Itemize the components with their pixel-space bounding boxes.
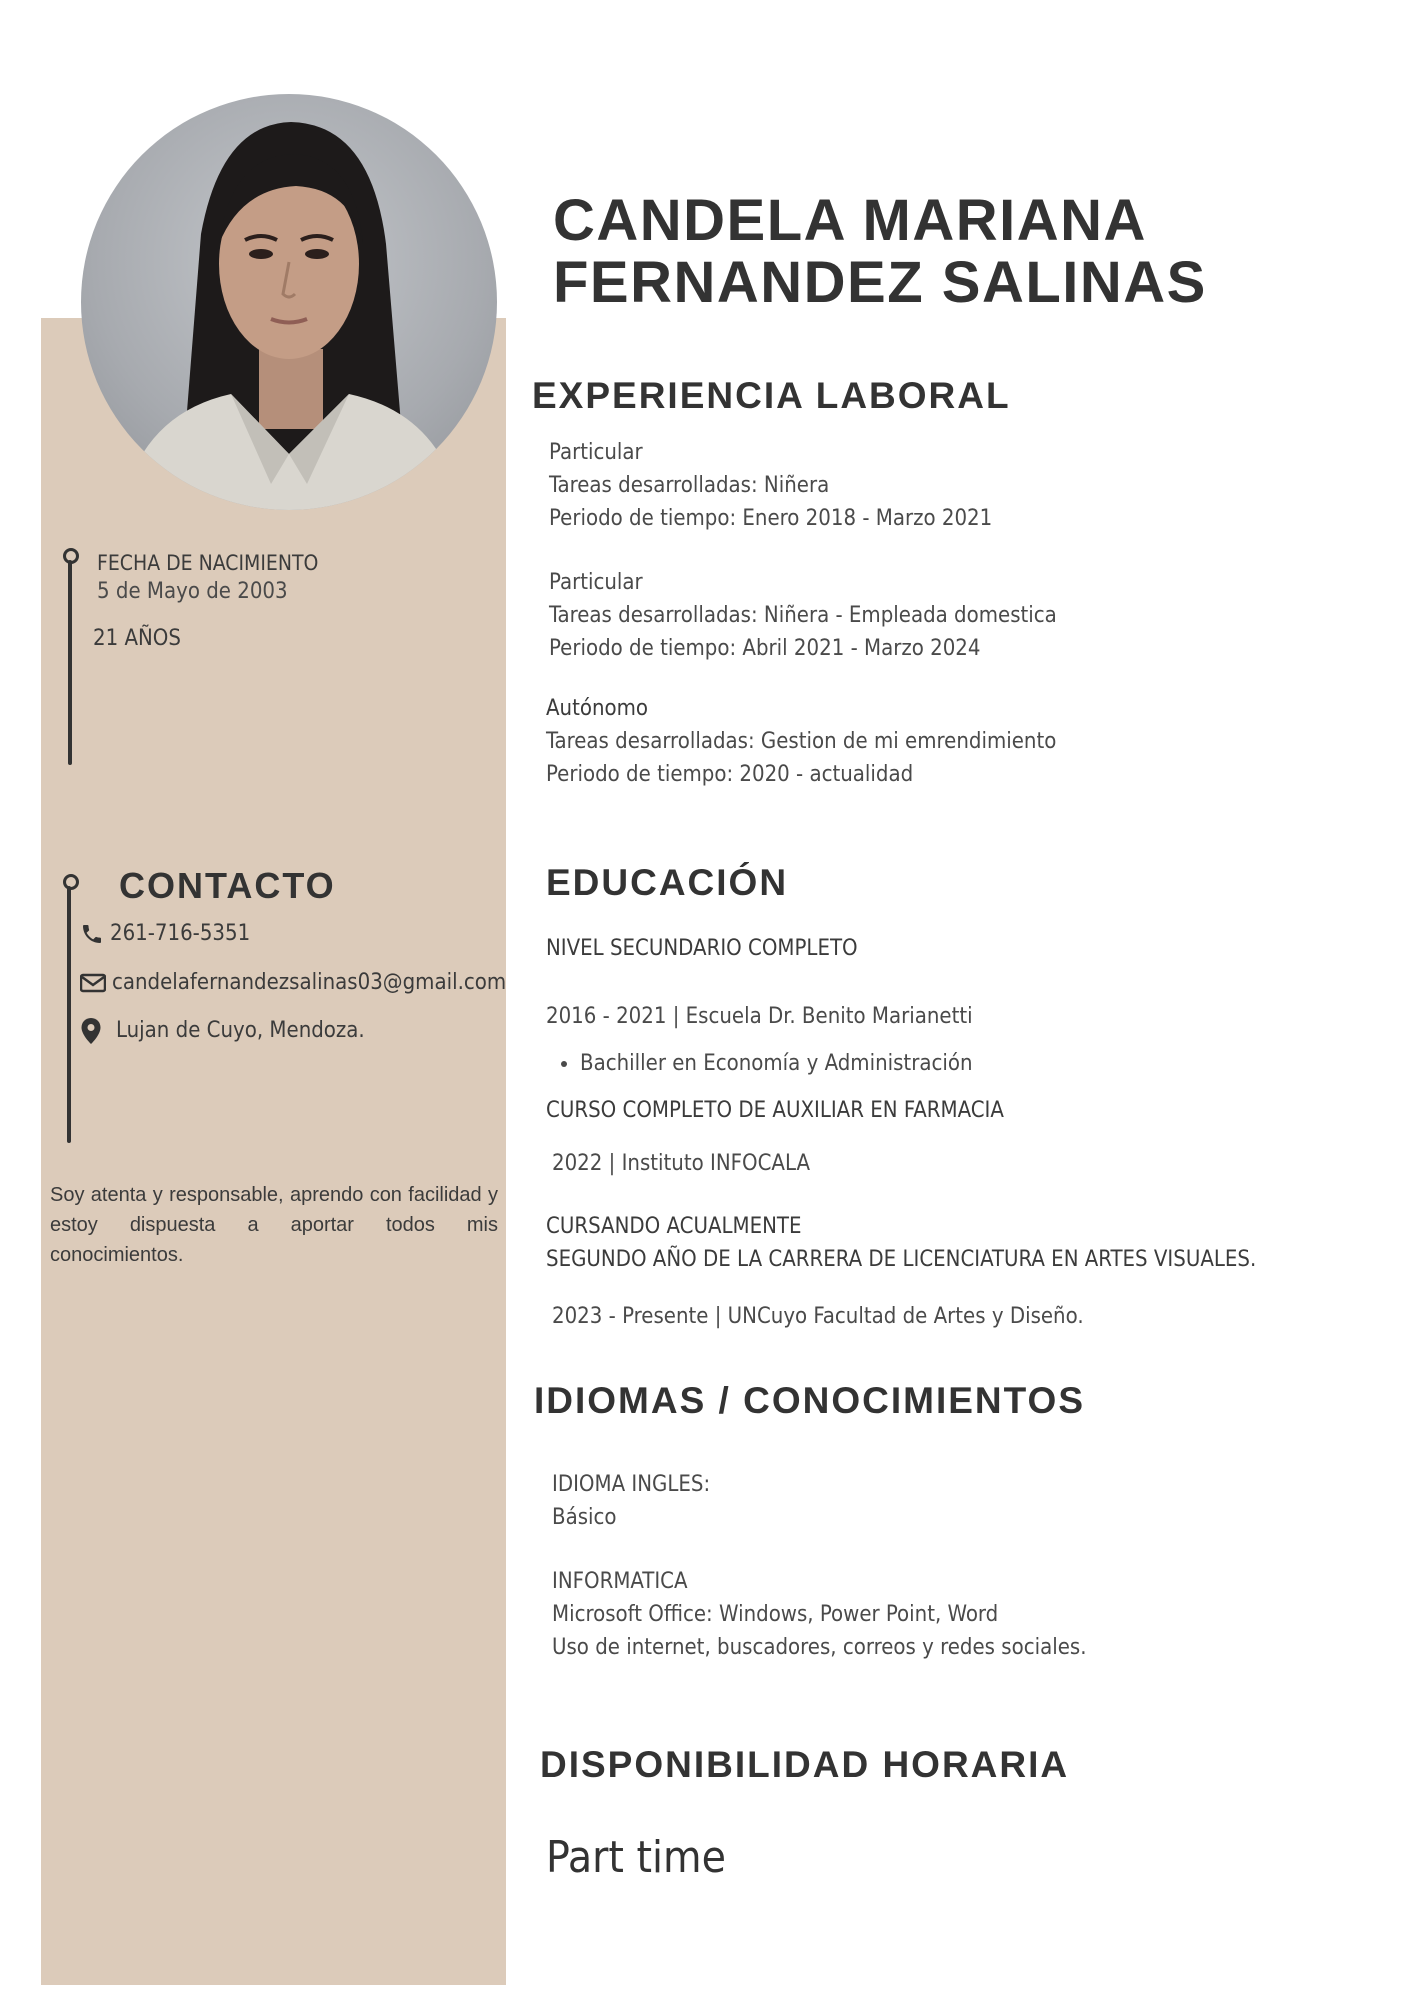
phone-icon [80, 922, 104, 946]
email-address: candelafernandezsalinas03@gmail.com [112, 970, 507, 995]
location-row [80, 1014, 365, 1047]
timeline-line [67, 886, 71, 1143]
job-entry [546, 692, 1056, 791]
availability-heading: DISPONIBILIDAD HORARIA [540, 1744, 1070, 1785]
contact-heading: CONTACTO [119, 865, 336, 906]
current-detail: 2023 - Presente | UNCuyo Facultad de Artes y Diseño. [552, 1304, 1084, 1329]
birth-date: 5 de Mayo de 2003 [97, 579, 288, 604]
location-text: Lujan de Cuyo, Mendoza. [116, 1018, 365, 1043]
language-level: Básico [552, 1505, 617, 1530]
job-employer: Autónomo [546, 696, 648, 721]
job-tasks: Tareas desarrolladas: Gestion de mi emrendimiento [546, 729, 1057, 754]
language-block [552, 1468, 710, 1534]
current-title-line1: CURSANDO ACUALMENTE [546, 1214, 802, 1239]
age-text: 21 AÑOS [93, 626, 181, 651]
job-entry [549, 566, 1057, 665]
education-heading: EDUCACIÓN [546, 862, 789, 903]
envelope-icon [80, 972, 106, 994]
availability-value: Part time [546, 1832, 726, 1883]
skills-heading: IDIOMAS / CONOCIMIENTOS [534, 1380, 1086, 1421]
candidate-name: CANDELA MARIANA FERNANDEZ SALINAS [553, 188, 1207, 315]
job-entry [549, 436, 992, 535]
it-block [552, 1565, 1086, 1664]
secondary-bullets [548, 1047, 973, 1080]
job-period: Periodo de tiempo: Enero 2018 - Marzo 2021 [549, 506, 993, 531]
current-title-line2: SEGUNDO AÑO DE LA CARRERA DE LICENCIATURA EN ARTES VISUALES. [546, 1247, 1257, 1272]
email-row[interactable] [80, 966, 506, 999]
it-line2: Uso de internet, buscadores, correos y redes sociales. [552, 1635, 1087, 1660]
secondary-title: NIVEL SECUNDARIO COMPLETO [546, 936, 858, 961]
birth-label: FECHA DE NACIMIENTO [97, 551, 319, 575]
portrait-illustration [81, 94, 497, 510]
timeline-line [68, 560, 72, 765]
course-title: CURSO COMPLETO DE AUXILIAR EN FARMACIA [546, 1098, 1004, 1123]
secondary-detail: 2016 - 2021 | Escuela Dr. Benito Marianetti [546, 1004, 973, 1029]
bullet-item: • Bachiller en Economía y Administración [580, 1047, 973, 1080]
experience-heading: EXPERIENCIA LABORAL [532, 375, 1011, 416]
profile-photo [81, 94, 497, 510]
phone-number: 261-716-5351 [110, 921, 251, 946]
job-tasks: Tareas desarrolladas: Niñera [549, 473, 830, 498]
timeline-dot [63, 874, 79, 890]
job-employer: Particular [549, 570, 643, 595]
it-line1: Microsoft Office: Windows, Power Point, Word [552, 1602, 999, 1627]
job-tasks: Tareas desarrolladas: Niñera - Empleada domestica [549, 603, 1057, 628]
it-label: INFORMATICA [552, 1569, 688, 1594]
course-detail: 2022 | Instituto INFOCALA [552, 1151, 811, 1176]
phone-row[interactable] [80, 917, 250, 950]
language-label: IDIOMA INGLES: [552, 1472, 711, 1497]
job-period: Periodo de tiempo: Abril 2021 - Marzo 2024 [549, 636, 981, 661]
about-paragraph: Soy atenta y responsable, aprendo con facilidad y estoy dispuesta a aportar todos mis conocimientos. [50, 1184, 498, 1266]
job-period: Periodo de tiempo: 2020 - actualidad [546, 762, 914, 787]
job-employer: Particular [549, 440, 643, 465]
map-pin-icon [80, 1017, 102, 1045]
